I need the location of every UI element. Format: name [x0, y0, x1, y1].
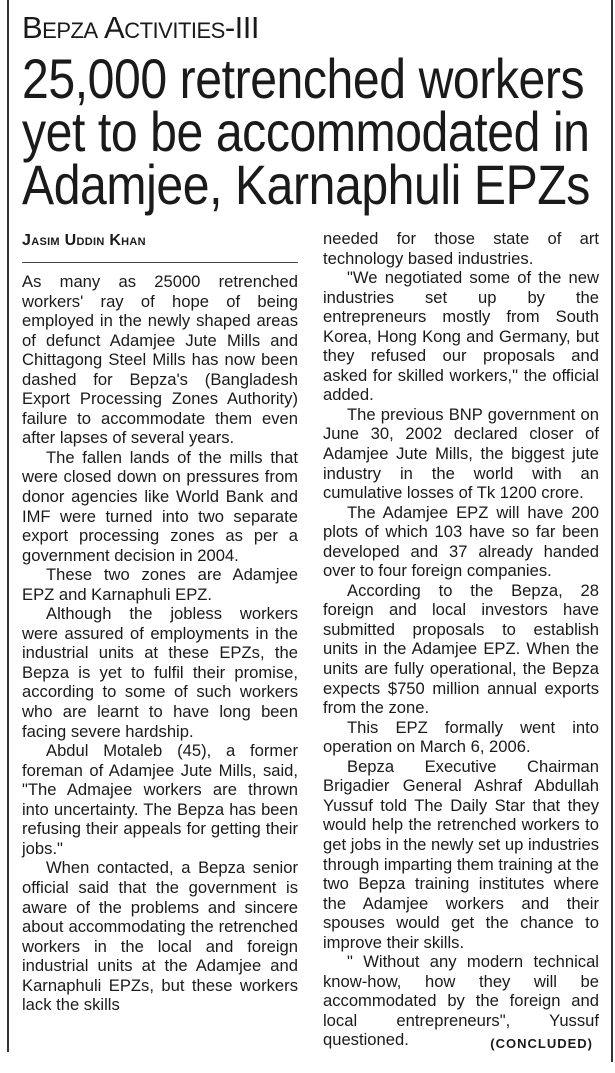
- paragraph: Abdul Motaleb (45), a former foreman of Adamjee Jute Mills, said, "The Admajee workers are thrown into uncertainty. The Bepza has been refusing their appeals for getting their jobs.": [22, 741, 298, 858]
- paragraph: needed for those state of art technology based industries.: [323, 229, 599, 268]
- paragraph: This EPZ formally went into operation on March 6, 2006.: [323, 717, 599, 757]
- byline-divider: [22, 262, 298, 263]
- headline-line: yet to be accommodated in: [22, 100, 590, 163]
- paragraph: These two zones are Adamjee EPZ and Karnaphuli EPZ.: [22, 565, 298, 604]
- concluded-mark: (CONCLUDED): [490, 1036, 593, 1051]
- paragraph: According to the Bepza, 28 foreign and local investors have submitted proposals to establish units in the Adamjee EPZ. When the units are fully operational, the Bepza expects $750 million annual exports from the zone.: [323, 580, 599, 718]
- article-column-2: [323, 229, 599, 1050]
- paragraph: Although the jobless workers were assured of employments in the industrial units at these EPZs, the Bepza is yet to fulfil their promise, according to some of such workers who are learnt to have long been facing severe hardship.: [22, 604, 298, 741]
- paragraph: The previous BNP government on June 30, 2002 declared closer of Adamjee Jute Mills, the biggest jute industry in the world with an cumulative losses of Tk 1200 crore.: [323, 404, 599, 503]
- paragraph: "We negotiated some of the new industries set up by the entrepreneurs mostly from South Korea, Hong Kong and Germany, but they refused our proposals and asked for skilled workers," the official added.: [323, 268, 599, 405]
- paragraph: Bepza Executive Chairman Brigadier General Ashraf Abdullah Yussuf told The Daily Star that they would help the retrenched workers to get jobs in the newly set up industries through imparting them training at the two Bepza training institutes where the Adamjee workers and their spouses would get the chance to improve their skills.: [323, 756, 599, 952]
- headline-line: 25,000 retrenched workers: [22, 47, 585, 110]
- paragraph: As many as 25000 retrenched workers' ray of hope of being employed in the newly shaped areas of defunct Adamjee Jute Mills and Chittagong Steel Mills has now been dashed for Bepza's (Bangladesh Export Processing Zones Authority) failure to accommodate them even after lapses of several years.: [22, 272, 298, 448]
- headline: [22, 47, 615, 216]
- byline: Jasim Uddin Khan: [22, 232, 146, 249]
- paragraph: The fallen lands of the mills that were closed down on pressures from donor agencies like World Bank and IMF were turned into two separate export processing zones as per a government decision in 2004.: [22, 447, 298, 565]
- paragraph: The Adamjee EPZ will have 200 plots of which 103 have so far been developed and 37 already handed over to four foreign companies.: [323, 502, 599, 581]
- left-border: [7, 0, 9, 1052]
- headline-line: Adamjee, Karnaphuli EPZs: [22, 153, 590, 216]
- paragraph: When contacted, a Bepza senior official said that the government is aware of the problems and sincere about accommodating the retrenched workers in the local and foreign industrial units at the Adamjee and Karnaphuli EPZs, but these workers lack the skills: [22, 858, 298, 1015]
- article-column-1: [22, 272, 298, 1015]
- paragraph: " Without any modern technical know-how, how they will be accommodated by the foreign and local entrepreneurs", Yussuf questioned.: [323, 952, 599, 1050]
- series-kicker: Bepza Activities-III: [22, 10, 260, 45]
